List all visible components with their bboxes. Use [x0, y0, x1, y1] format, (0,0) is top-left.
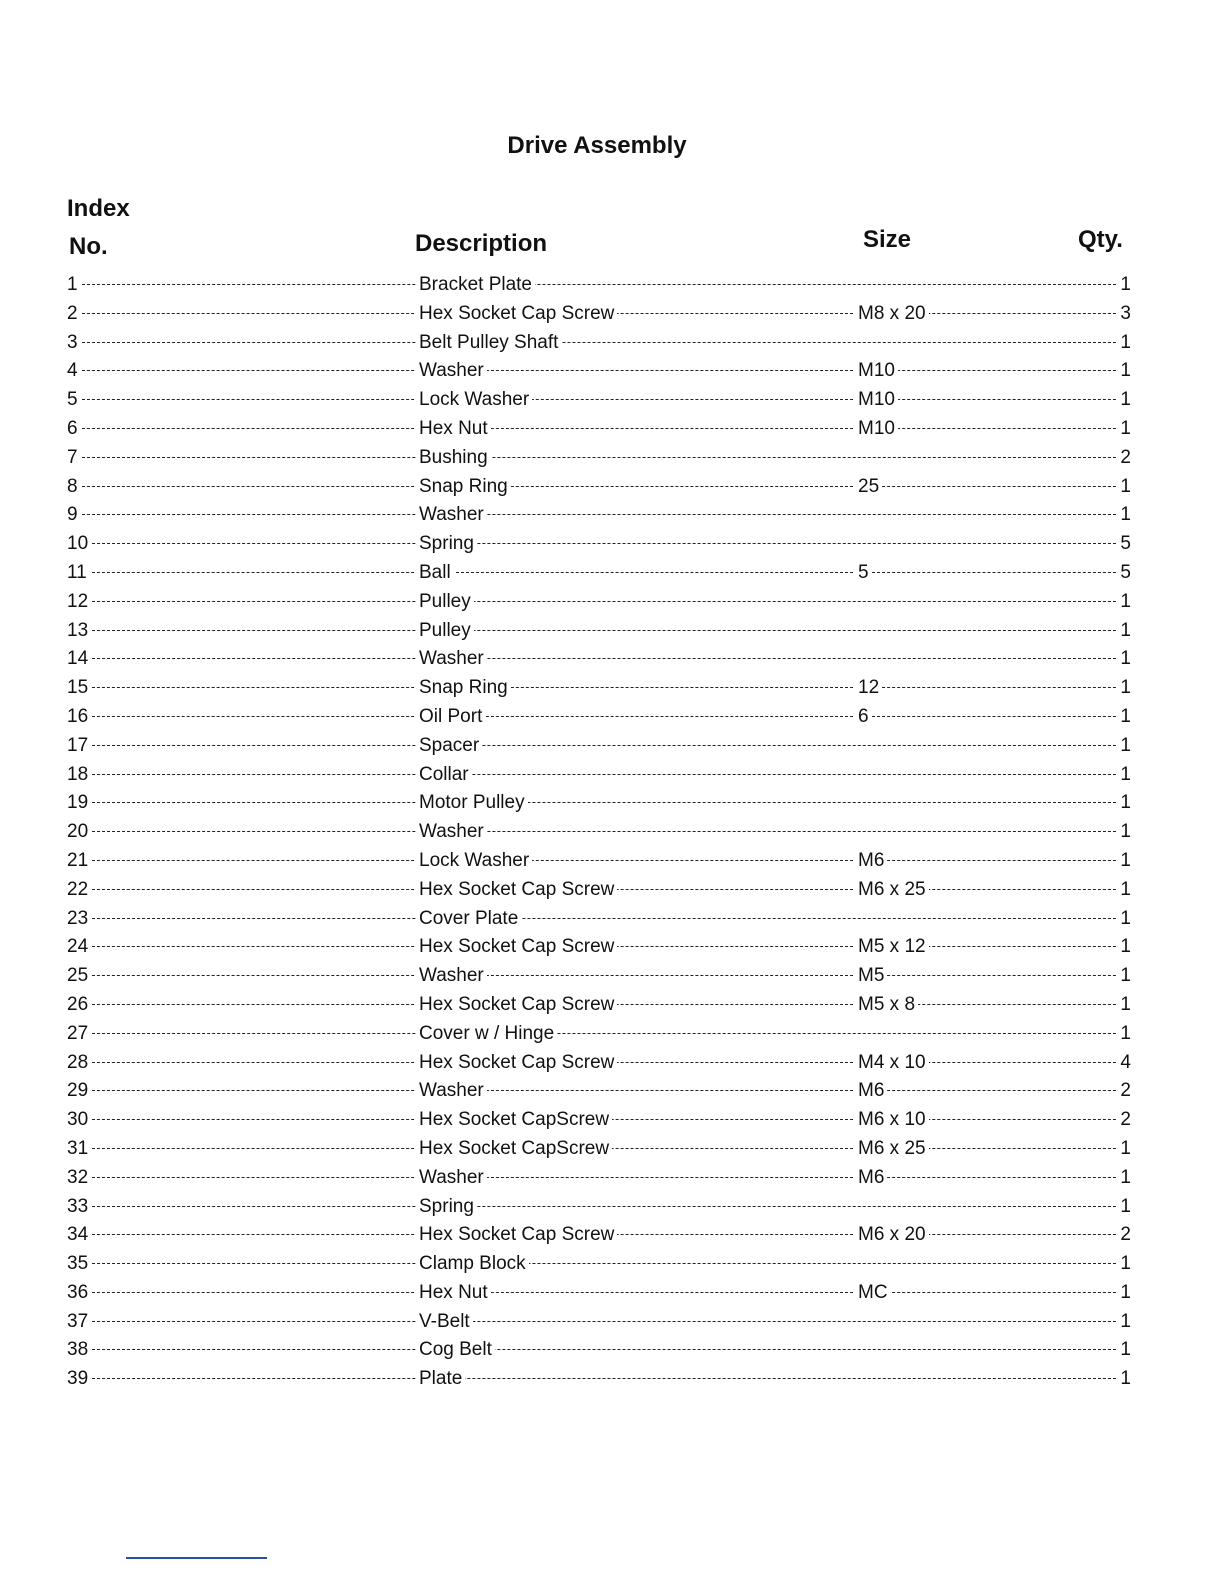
- index-number: 38: [67, 1336, 91, 1364]
- dotted-leader: [857, 975, 1131, 976]
- part-qty: 1: [1117, 415, 1131, 443]
- dotted-leader: [67, 543, 1131, 544]
- part-qty: 1: [1117, 1365, 1131, 1393]
- part-qty: 1: [1117, 645, 1131, 673]
- table-row: [67, 1365, 1131, 1394]
- part-qty: 1: [1117, 703, 1131, 731]
- part-qty: 1: [1117, 818, 1131, 846]
- dotted-leader: [857, 428, 1131, 429]
- index-number: 25: [67, 962, 91, 990]
- dotted-leader: [857, 860, 1131, 861]
- index-number: 27: [67, 1020, 91, 1048]
- part-size: M6 x 25: [855, 1135, 929, 1163]
- part-description: V-Belt: [416, 1308, 473, 1336]
- part-description: Hex Nut: [416, 1279, 491, 1307]
- part-qty: 1: [1117, 1308, 1131, 1336]
- index-number: 6: [67, 415, 81, 443]
- index-number: 21: [67, 847, 91, 875]
- table-row: [67, 761, 1131, 790]
- dotted-leader: [67, 284, 1131, 285]
- dotted-leader: [67, 601, 1131, 602]
- table-row: [67, 329, 1131, 358]
- index-number: 13: [67, 617, 91, 645]
- index-number: 29: [67, 1077, 91, 1105]
- part-description: Hex Socket CapScrew: [416, 1135, 612, 1163]
- dotted-leader: [67, 831, 1131, 832]
- part-description: Belt Pulley Shaft: [416, 329, 561, 357]
- part-description: Spacer: [416, 732, 482, 760]
- part-qty: 1: [1117, 905, 1131, 933]
- index-number: 15: [67, 674, 91, 702]
- part-description: Hex Socket Cap Screw: [416, 876, 617, 904]
- dotted-leader: [857, 399, 1131, 400]
- table-row: [67, 1336, 1131, 1365]
- dotted-leader: [67, 1263, 1131, 1264]
- part-description: Hex Socket Cap Screw: [416, 300, 617, 328]
- part-size: M4 x 10: [855, 1049, 929, 1077]
- part-size: M10: [855, 386, 898, 414]
- part-qty: 1: [1117, 991, 1131, 1019]
- index-number: 16: [67, 703, 91, 731]
- part-description: Spring: [416, 530, 477, 558]
- index-number: 7: [67, 444, 81, 472]
- part-size: M6: [855, 1164, 887, 1192]
- dotted-leader: [67, 572, 853, 573]
- part-qty: 1: [1117, 501, 1131, 529]
- part-description: Washer: [416, 1077, 487, 1105]
- dotted-leader: [67, 802, 1131, 803]
- part-description: Hex Socket Cap Screw: [416, 991, 617, 1019]
- part-qty: 1: [1117, 588, 1131, 616]
- part-qty: 2: [1117, 1106, 1131, 1134]
- table-row: [67, 1020, 1131, 1049]
- part-qty: 1: [1117, 329, 1131, 357]
- index-number: 26: [67, 991, 91, 1019]
- index-number: 19: [67, 789, 91, 817]
- part-qty: 1: [1117, 962, 1131, 990]
- table-row: [67, 617, 1131, 646]
- part-description: Washer: [416, 818, 487, 846]
- part-qty: 1: [1117, 1135, 1131, 1163]
- table-row: [67, 386, 1131, 415]
- table-row: [67, 530, 1131, 559]
- part-qty: 1: [1117, 1279, 1131, 1307]
- part-size: M6 x 10: [855, 1106, 929, 1134]
- dotted-leader: [857, 1090, 1131, 1091]
- part-size: M6 x 20: [855, 1221, 929, 1249]
- part-description: Ball: [416, 559, 454, 587]
- index-number: 3: [67, 329, 81, 357]
- part-qty: 1: [1117, 732, 1131, 760]
- part-size: M8 x 20: [855, 300, 929, 328]
- index-number: 24: [67, 933, 91, 961]
- table-row: [67, 818, 1131, 847]
- part-qty: 1: [1117, 1250, 1131, 1278]
- index-number: 37: [67, 1308, 91, 1336]
- part-qty: 1: [1117, 1164, 1131, 1192]
- part-qty: 1: [1117, 847, 1131, 875]
- part-qty: 1: [1117, 473, 1131, 501]
- dotted-leader: [857, 716, 1131, 717]
- part-qty: 4: [1117, 1049, 1131, 1077]
- decorative-underline: [126, 1557, 267, 1559]
- part-qty: 1: [1117, 617, 1131, 645]
- part-size: M6 x 25: [855, 876, 929, 904]
- part-description: Oil Port: [416, 703, 485, 731]
- header-no: No.: [69, 233, 108, 260]
- part-description: Pulley: [416, 588, 474, 616]
- index-number: 39: [67, 1365, 91, 1393]
- part-qty: 1: [1117, 674, 1131, 702]
- index-number: 2: [67, 300, 81, 328]
- dotted-leader: [857, 486, 1131, 487]
- part-description: Cover w / Hinge: [416, 1020, 557, 1048]
- table-row: [67, 962, 1131, 991]
- index-number: 36: [67, 1279, 91, 1307]
- dotted-leader: [67, 774, 1131, 775]
- part-qty: 5: [1117, 530, 1131, 558]
- table-row: [67, 501, 1131, 530]
- dotted-leader: [857, 572, 1131, 573]
- dotted-leader: [67, 514, 1131, 515]
- part-description: Clamp Block: [416, 1250, 529, 1278]
- dotted-leader: [67, 1321, 1131, 1322]
- table-row: [67, 703, 1131, 732]
- part-size: M10: [855, 357, 898, 385]
- index-number: 9: [67, 501, 81, 529]
- part-qty: 1: [1117, 1193, 1131, 1221]
- part-description: Washer: [416, 962, 487, 990]
- table-row: [67, 1106, 1131, 1135]
- part-qty: 3: [1117, 300, 1131, 328]
- part-qty: 1: [1117, 761, 1131, 789]
- part-size: M10: [855, 415, 898, 443]
- part-size: M5 x 8: [855, 991, 918, 1019]
- index-number: 10: [67, 530, 91, 558]
- table-row: [67, 1077, 1131, 1106]
- dotted-leader: [67, 630, 1131, 631]
- index-number: 23: [67, 905, 91, 933]
- part-qty: 1: [1117, 1336, 1131, 1364]
- part-size: 12: [855, 674, 882, 702]
- dotted-leader: [67, 457, 1131, 458]
- page-title: Drive Assembly: [507, 132, 687, 159]
- part-size: 25: [855, 473, 882, 501]
- header-index: Index: [67, 195, 130, 222]
- table-row: [67, 1308, 1131, 1337]
- table-row: [67, 674, 1131, 703]
- part-qty: 1: [1117, 386, 1131, 414]
- index-number: 31: [67, 1135, 91, 1163]
- dotted-leader: [67, 1349, 1131, 1350]
- part-description: Snap Ring: [416, 674, 511, 702]
- index-number: 8: [67, 473, 81, 501]
- dotted-leader: [67, 658, 1131, 659]
- part-qty: 1: [1117, 789, 1131, 817]
- index-number: 17: [67, 732, 91, 760]
- index-number: 5: [67, 386, 81, 414]
- part-size: M5 x 12: [855, 933, 929, 961]
- table-row: [67, 588, 1131, 617]
- part-description: Washer: [416, 1164, 487, 1192]
- table-row: [67, 473, 1131, 502]
- part-description: Hex Socket Cap Screw: [416, 933, 617, 961]
- part-description: Washer: [416, 645, 487, 673]
- part-description: Plate: [416, 1365, 465, 1393]
- part-qty: 1: [1117, 1020, 1131, 1048]
- part-size: M6: [855, 847, 887, 875]
- part-description: Spring: [416, 1193, 477, 1221]
- dotted-leader: [857, 1292, 1131, 1293]
- part-qty: 1: [1117, 357, 1131, 385]
- table-row: [67, 847, 1131, 876]
- part-description: Washer: [416, 357, 487, 385]
- part-size: 6: [855, 703, 872, 731]
- index-number: 32: [67, 1164, 91, 1192]
- table-row: [67, 905, 1131, 934]
- table-row: [67, 444, 1131, 473]
- part-qty: 2: [1117, 444, 1131, 472]
- part-size: MC: [855, 1279, 891, 1307]
- table-row: [67, 271, 1131, 300]
- table-row: [67, 876, 1131, 905]
- dotted-leader: [67, 1033, 1131, 1034]
- part-description: Cog Belt: [416, 1336, 495, 1364]
- index-number: 18: [67, 761, 91, 789]
- part-qty: 5: [1117, 559, 1131, 587]
- part-size: 5: [855, 559, 872, 587]
- header-size: Size: [863, 226, 912, 253]
- index-number: 22: [67, 876, 91, 904]
- table-row: [67, 1193, 1131, 1222]
- dotted-leader: [857, 370, 1131, 371]
- part-qty: 1: [1117, 271, 1131, 299]
- part-qty: 2: [1117, 1221, 1131, 1249]
- table-row: [67, 559, 1131, 588]
- table-row: [67, 732, 1131, 761]
- table-row: [67, 300, 1131, 329]
- part-description: Pulley: [416, 617, 474, 645]
- table-row: [67, 645, 1131, 674]
- index-number: 33: [67, 1193, 91, 1221]
- part-size: M5: [855, 962, 887, 990]
- index-number: 35: [67, 1250, 91, 1278]
- index-number: 4: [67, 357, 81, 385]
- part-description: Bushing: [416, 444, 491, 472]
- header-qty: Qty.: [1078, 226, 1123, 253]
- table-row: [67, 789, 1131, 818]
- part-description: Lock Washer: [416, 847, 532, 875]
- part-description: Hex Socket Cap Screw: [416, 1049, 617, 1077]
- table-row: [67, 1164, 1131, 1193]
- part-description: Lock Washer: [416, 386, 532, 414]
- part-description: Hex Socket CapScrew: [416, 1106, 612, 1134]
- parts-list: [67, 271, 1131, 1394]
- part-description: Collar: [416, 761, 472, 789]
- dotted-leader: [67, 1378, 1131, 1379]
- part-description: Motor Pulley: [416, 789, 528, 817]
- dotted-leader: [857, 687, 1131, 688]
- table-row: [67, 415, 1131, 444]
- part-description: Snap Ring: [416, 473, 511, 501]
- dotted-leader: [857, 1177, 1131, 1178]
- table-row: [67, 1250, 1131, 1279]
- table-row: [67, 1221, 1131, 1250]
- table-row: [67, 357, 1131, 386]
- index-number: 14: [67, 645, 91, 673]
- part-description: Bracket Plate: [416, 271, 535, 299]
- part-size: M6: [855, 1077, 887, 1105]
- part-description: Washer: [416, 501, 487, 529]
- table-row: [67, 991, 1131, 1020]
- dotted-leader: [67, 918, 1131, 919]
- index-number: 30: [67, 1106, 91, 1134]
- part-description: Cover Plate: [416, 905, 521, 933]
- part-description: Hex Socket Cap Screw: [416, 1221, 617, 1249]
- index-number: 28: [67, 1049, 91, 1077]
- index-number: 11: [67, 559, 90, 587]
- index-number: 1: [67, 271, 81, 299]
- index-number: 34: [67, 1221, 91, 1249]
- dotted-leader: [67, 1206, 1131, 1207]
- part-qty: 1: [1117, 933, 1131, 961]
- part-description: Hex Nut: [416, 415, 491, 443]
- index-number: 20: [67, 818, 91, 846]
- index-number: 12: [67, 588, 91, 616]
- part-qty: 1: [1117, 876, 1131, 904]
- dotted-leader: [67, 342, 1131, 343]
- table-row: [67, 933, 1131, 962]
- header-description: Description: [415, 230, 548, 257]
- part-qty: 2: [1117, 1077, 1131, 1105]
- dotted-leader: [67, 745, 1131, 746]
- table-row: [67, 1135, 1131, 1164]
- table-row: [67, 1279, 1131, 1308]
- table-row: [67, 1049, 1131, 1078]
